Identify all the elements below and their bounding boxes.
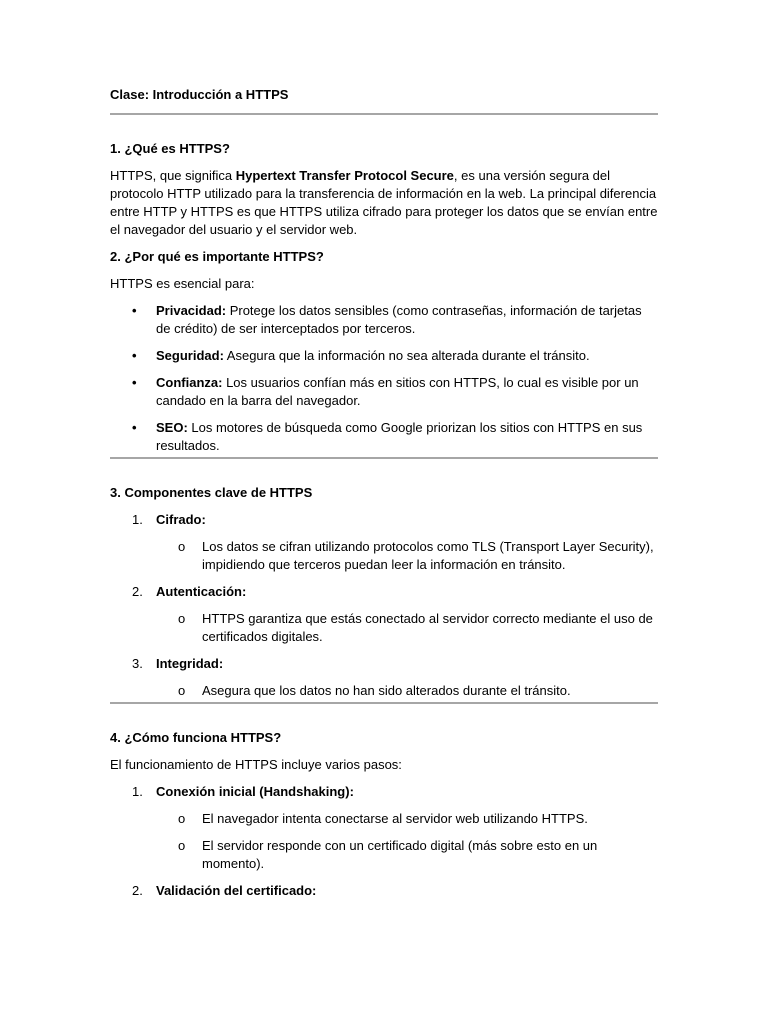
numbered-item: [110, 882, 658, 900]
sub-item-text: Los datos se cifran utilizando protocolos como TLS (Transport Layer Security), impidiendo que terceros puedan leer la información en tránsito.: [202, 539, 654, 572]
sub-item-text: Asegura que los datos no han sido alterados durante el tránsito.: [202, 683, 571, 698]
paragraph: El funcionamiento de HTTPS incluye varios pasos:: [110, 757, 402, 772]
list-item: [110, 347, 658, 365]
bullet-icon: •: [132, 375, 137, 390]
numbered-list: [110, 783, 658, 900]
list-text: Los motores de búsqueda como Google priorizan los sitios con HTTPS en sus resultados.: [156, 420, 643, 453]
list-text: Protege los datos sensibles (como contraseñas, información de tarjetas de crédito) de ser interceptados por terceros.: [156, 303, 642, 336]
circle-bullet-icon: o: [178, 838, 186, 853]
numbered-item: [110, 655, 658, 700]
circle-bullet-icon: o: [178, 539, 186, 554]
sub-item-text: HTTPS garantiza que estás conectado al servidor correcto mediante el uso de certificados digitales.: [202, 611, 653, 644]
sub-list: [156, 810, 658, 873]
paragraph: HTTPS es esencial para:: [110, 276, 255, 291]
sub-item: [156, 837, 658, 873]
bold-text: Hypertext Transfer Protocol Secure: [235, 168, 454, 183]
item-number: 3.: [132, 656, 143, 671]
circle-bullet-icon: o: [178, 683, 186, 698]
sub-item: [156, 682, 658, 700]
list-text: Los usuarios confían más en sitios con HTTPS, lo cual es visible por un candado en la barra del navegador.: [156, 375, 639, 408]
list-term: SEO:: [156, 420, 188, 435]
sub-item-text: El navegador intenta conectarse al servidor web utilizando HTTPS.: [202, 811, 588, 826]
numbered-item: [110, 511, 658, 574]
numbered-item: [110, 783, 658, 873]
bullet-list: [110, 302, 658, 455]
document-body: [110, 86, 658, 900]
list-item: [110, 302, 658, 338]
circle-bullet-icon: o: [178, 611, 186, 626]
bullet-icon: •: [132, 420, 137, 435]
text: HTTPS, que significa: [110, 168, 236, 183]
circle-bullet-icon: o: [178, 811, 186, 826]
bullet-icon: •: [132, 303, 137, 318]
section-heading: 3. Componentes clave de HTTPS: [110, 485, 313, 500]
sub-item: [156, 610, 658, 646]
numbered-item: [110, 583, 658, 646]
divider: [110, 702, 658, 704]
list-term: Cifrado:: [156, 512, 206, 527]
numbered-list: [110, 511, 658, 700]
list-term: Seguridad:: [156, 348, 224, 363]
paragraph: [110, 167, 658, 239]
sub-item: [156, 810, 658, 828]
item-number: 1.: [132, 784, 143, 799]
page-title: Clase: Introducción a HTTPS: [110, 87, 289, 102]
list-term: Conexión inicial (Handshaking):: [156, 784, 354, 799]
item-number: 2.: [132, 584, 143, 599]
text: , es una versión segura del protocolo HTTP utilizado para la transferencia de información en la web. La principal diferencia entre HTTP y HTTPS es que HTTPS utiliza cifrado para proteger los datos que se envían entre el navegador del usuario y el servidor web.: [110, 168, 658, 237]
sub-item: [156, 538, 658, 574]
divider: [110, 457, 658, 459]
divider: [110, 113, 658, 115]
sub-item-text: El servidor responde con un certificado digital (más sobre esto en un momento).: [202, 838, 598, 871]
section-heading: 2. ¿Por qué es importante HTTPS?: [110, 249, 324, 264]
list-term: Privacidad:: [156, 303, 227, 318]
sub-list: [156, 610, 658, 646]
section-heading: 1. ¿Qué es HTTPS?: [110, 141, 230, 156]
list-term: Confianza:: [156, 375, 223, 390]
item-number: 2.: [132, 883, 143, 898]
list-term: Validación del certificado:: [156, 883, 317, 898]
list-item: [110, 374, 658, 410]
sub-list: [156, 538, 658, 574]
sub-list: [156, 682, 658, 700]
list-text: Asegura que la información no sea alterada durante el tránsito.: [223, 348, 590, 363]
item-number: 1.: [132, 512, 143, 527]
list-term: Integridad:: [156, 656, 224, 671]
bullet-icon: •: [132, 348, 137, 363]
list-item: [110, 419, 658, 455]
section-heading: 4. ¿Cómo funciona HTTPS?: [110, 730, 282, 745]
list-term: Autenticación:: [156, 584, 247, 599]
